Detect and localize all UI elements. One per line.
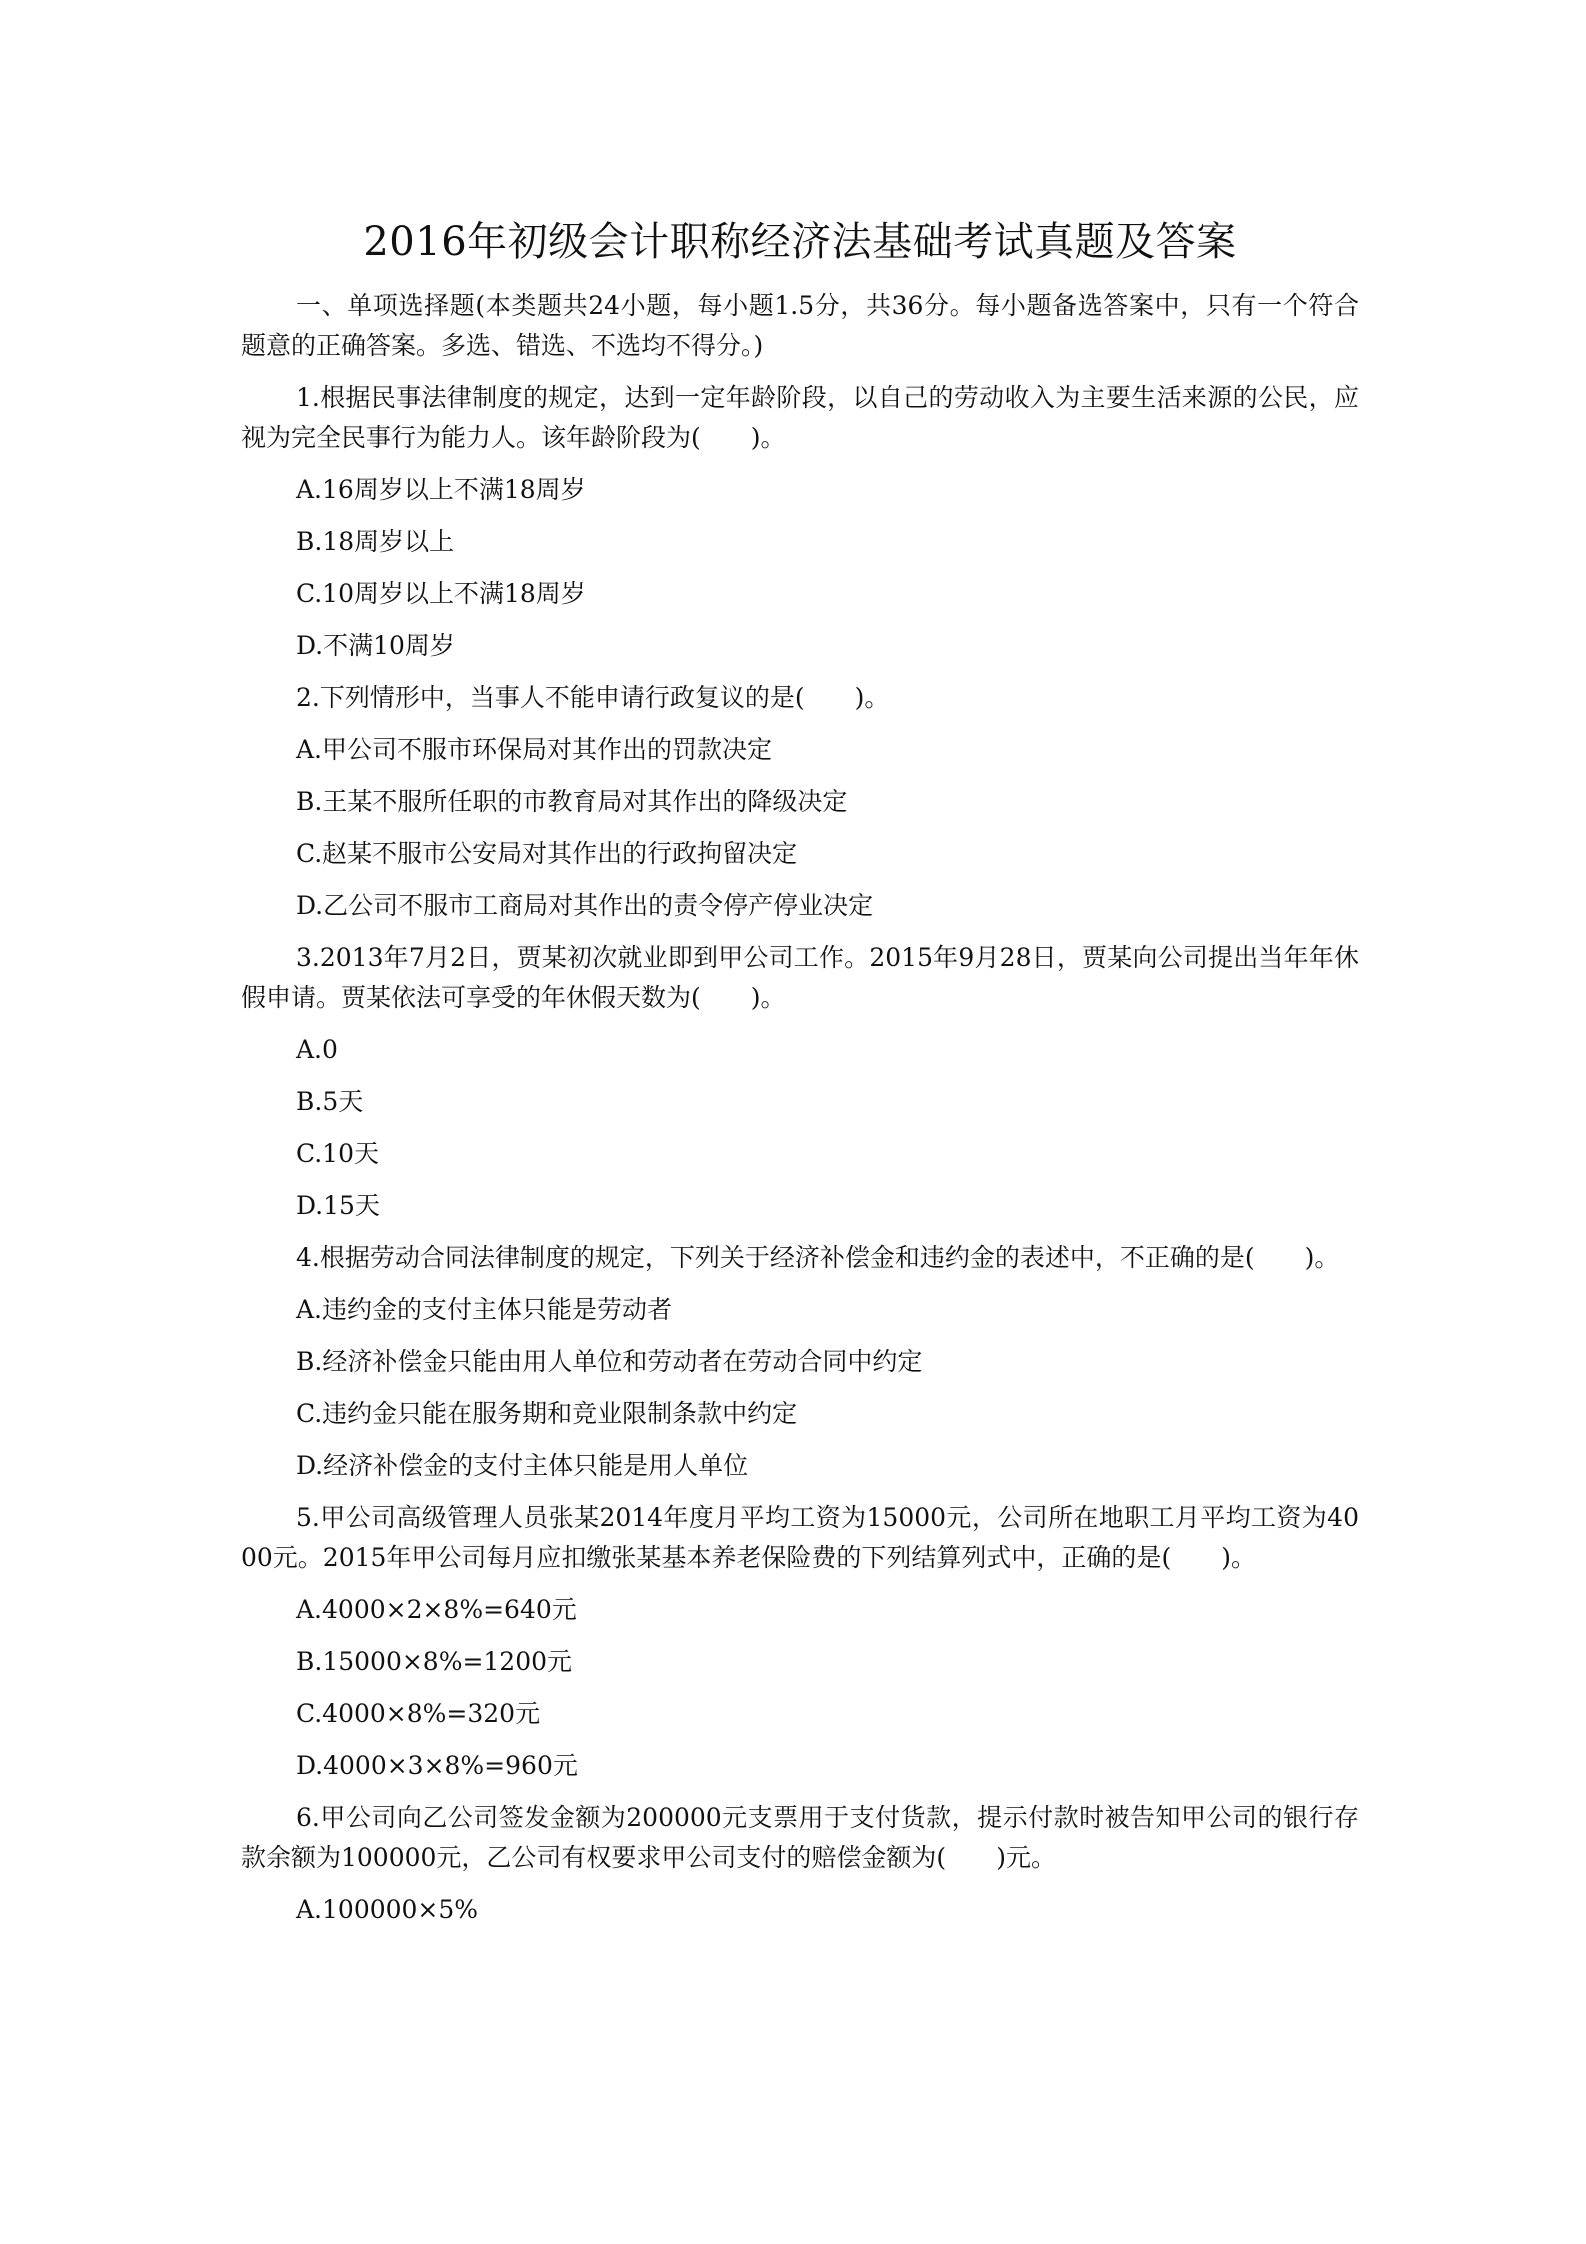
question-6-option-a: A.100000×5% [296,1895,479,1924]
question-2-option-a: A.甲公司不服市环保局对其作出的罚款决定 [296,735,773,764]
question-3-option-c: C.10天 [296,1139,379,1168]
question-4-option-c: C.违约金只能在服务期和竞业限制条款中约定 [296,1399,798,1428]
question-5-option-b: B.15000×8%=1200元 [296,1647,573,1676]
question-1-option-d: D.不满10周岁 [296,631,455,660]
question-2-option-b: B.王某不服所任职的市教育局对其作出的降级决定 [296,787,848,816]
question-1-option-a: A.16周岁以上不满18周岁 [296,475,586,504]
question-1-option-c: C.10周岁以上不满18周岁 [296,579,586,608]
question-5-option-c: C.4000×8%=320元 [296,1699,541,1728]
question-2-option-d: D.乙公司不服市工商局对其作出的责令停产停业决定 [296,891,874,920]
question-1-stem: 1.根据民事法律制度的规定，达到一定年龄阶段，以自己的劳动收入为主要生活来源的公民，应视为完全民事行为能力人。该年龄阶段为( )。 [241,383,1359,452]
question-5-option-d: D.4000×3×8%=960元 [296,1751,578,1780]
question-3-option-a: A.0 [296,1035,338,1064]
question-4-option-d: D.经济补偿金的支付主体只能是用人单位 [296,1451,749,1480]
question-6-stem: 6.甲公司向乙公司签发金额为200000元支票用于支付货款，提示付款时被告知甲公司的银行存款余额为100000元，乙公司有权要求甲公司支付的赔偿金额为( )元。 [241,1803,1359,1872]
question-3-option-d: D.15天 [296,1191,380,1220]
question-5-stem: 5.甲公司高级管理人员张某2014年度月平均工资为15000元，公司所在地职工月平均工资为4000元。2015年甲公司每月应扣缴张某基本养老保险费的下列结算列式中，正确的是( )。 [241,1503,1359,1572]
question-4-option-a: A.违约金的支付主体只能是劳动者 [296,1295,673,1324]
question-2-option-c: C.赵某不服市公安局对其作出的行政拘留决定 [296,839,798,868]
document-body [241,212,1359,1942]
question-3-stem: 3.2013年7月2日，贾某初次就业即到甲公司工作。2015年9月28日，贾某向公司提出当年年休假申请。贾某依法可享受的年休假天数为( )。 [241,943,1359,1012]
question-4-option-b: B.经济补偿金只能由用人单位和劳动者在劳动合同中约定 [296,1347,923,1376]
question-5-option-a: A.4000×2×8%=640元 [296,1595,577,1624]
document-title: 2016年初级会计职称经济法基础考试真题及答案 [363,219,1237,265]
question-3-option-b: B.5天 [296,1087,364,1116]
question-2-stem: 2.下列情形中，当事人不能申请行政复议的是( )。 [296,683,890,712]
question-1-option-b: B.18周岁以上 [296,527,455,556]
question-4-stem: 4.根据劳动合同法律制度的规定，下列关于经济补偿金和违约金的表述中，不正确的是( )。 [296,1243,1340,1272]
section-heading: 一、单项选择题(本类题共24小题，每小题1.5分，共36分。每小题备选答案中，只有一个符合题意的正确答案。多选、错选、不选均不得分。) [241,291,1359,360]
